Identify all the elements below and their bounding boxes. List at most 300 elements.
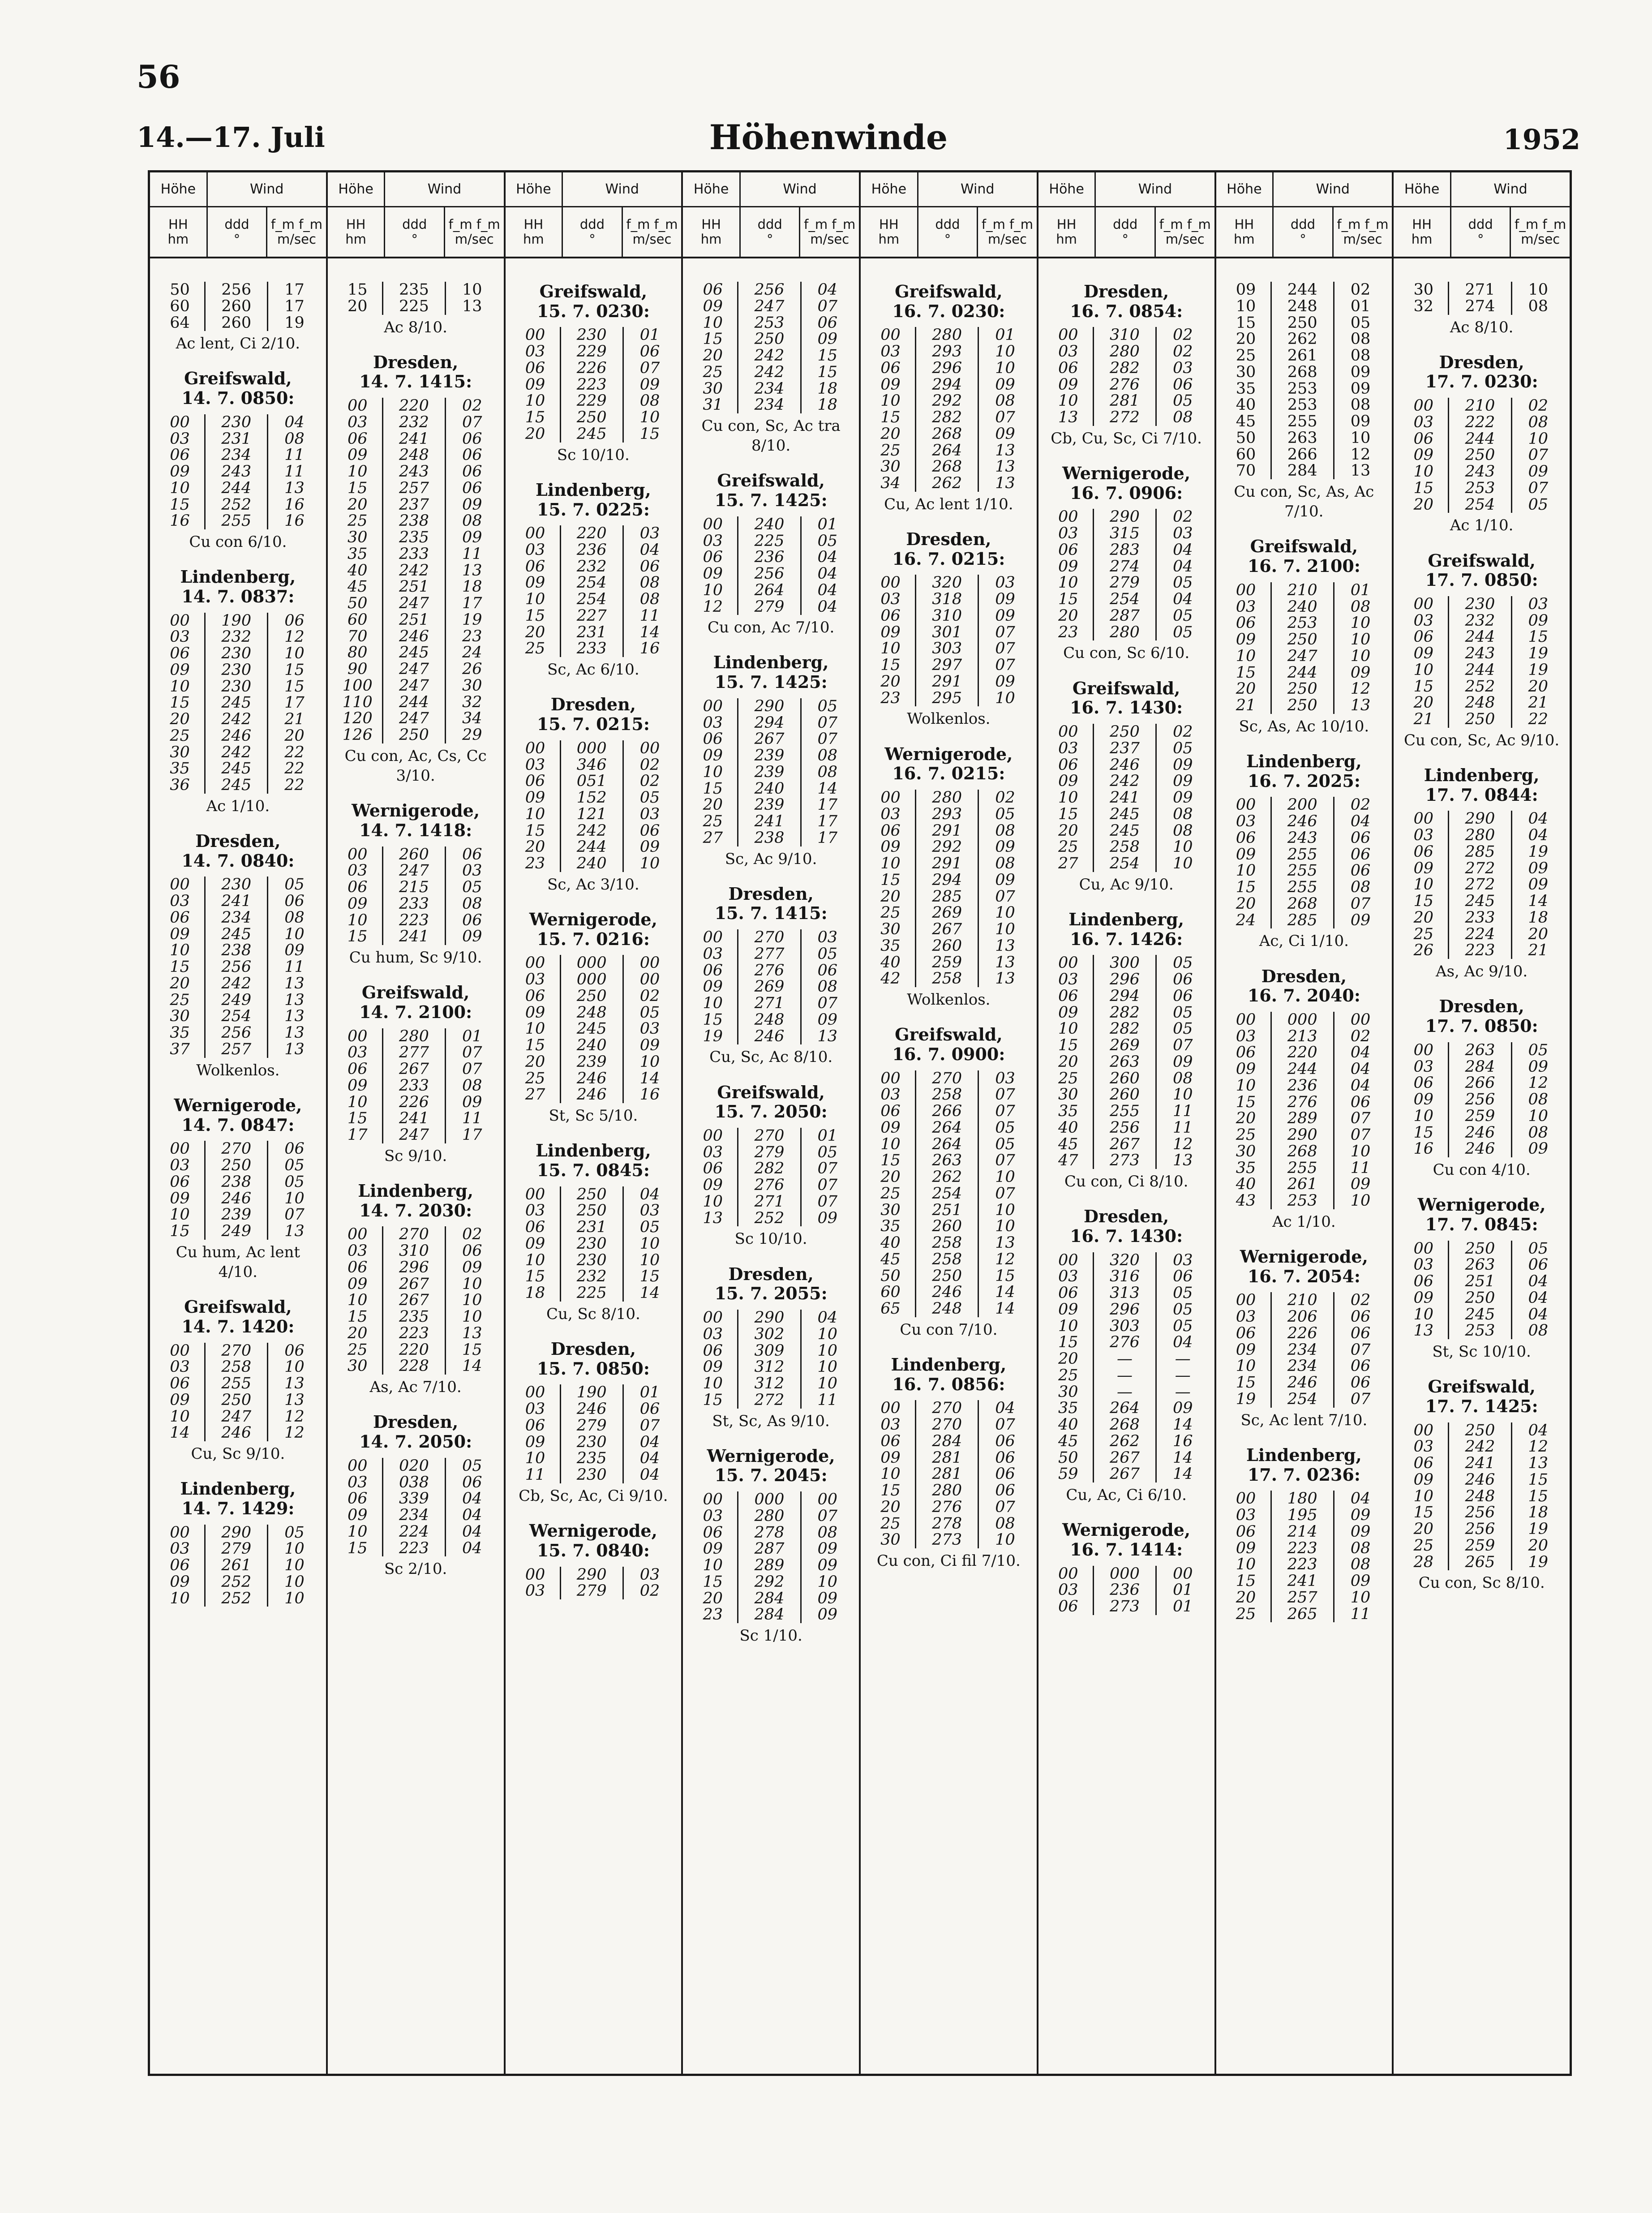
height-cell: 47 bbox=[1058, 1152, 1078, 1170]
table-row bbox=[333, 1044, 498, 1061]
speed-cell: 15 bbox=[817, 347, 838, 365]
speed-cell: 06 bbox=[1350, 1357, 1371, 1375]
speed-cell: 10 bbox=[284, 1589, 305, 1607]
table-row bbox=[1222, 1028, 1387, 1045]
speed-cell: 09 bbox=[1350, 379, 1371, 398]
speed-cell: 07 bbox=[462, 1060, 482, 1079]
table-row bbox=[1222, 648, 1387, 665]
direction-cell: 260 bbox=[1093, 1070, 1156, 1087]
direction-cell: 281 bbox=[916, 1466, 978, 1482]
height-cell: 00 bbox=[1236, 1010, 1256, 1029]
speed-cell: 09 bbox=[1350, 1572, 1371, 1590]
speed-cell: 01 bbox=[1350, 581, 1371, 599]
cloud-note: Ac, Ci 1/10. bbox=[1259, 932, 1349, 950]
table-row bbox=[155, 315, 321, 331]
speed-cell: 08 bbox=[1350, 1539, 1371, 1557]
height-cell: 26 bbox=[1413, 941, 1434, 960]
speed-cell: 19 bbox=[1528, 1520, 1549, 1538]
speed-cell: 19 bbox=[284, 314, 305, 332]
speed-cell: 01 bbox=[817, 1126, 838, 1145]
height-cell: 06 bbox=[525, 359, 545, 377]
cloud-note: Ac 8/10. bbox=[384, 318, 447, 336]
table-row bbox=[688, 1160, 854, 1177]
table-row bbox=[333, 1309, 498, 1325]
direction-cell: 250 bbox=[1449, 1290, 1511, 1306]
height-cell: 15 bbox=[525, 1036, 545, 1055]
column-body bbox=[506, 258, 682, 1599]
direction-cell: 238 bbox=[205, 942, 268, 959]
height-cell: 03 bbox=[525, 1582, 545, 1600]
height-cell: 06 bbox=[170, 908, 190, 927]
speed-cell: 07 bbox=[995, 1416, 1015, 1434]
table-row bbox=[155, 1025, 321, 1041]
height-cell: 15 bbox=[348, 1539, 368, 1557]
height-cell: 10 bbox=[170, 941, 190, 960]
direction-cell: 243 bbox=[1449, 464, 1511, 480]
observation-table bbox=[1222, 582, 1387, 714]
speed-cell: 09 bbox=[639, 838, 660, 856]
direction-cell: 255 bbox=[1093, 1103, 1156, 1120]
table-row bbox=[333, 497, 498, 513]
table-row bbox=[1222, 348, 1387, 364]
cloud-note: Cb, Cu, Sc, Ci 7/10. bbox=[1051, 429, 1202, 447]
table-row bbox=[1222, 665, 1387, 681]
table-row bbox=[1222, 331, 1387, 348]
station-name: Dresden, bbox=[373, 352, 459, 372]
speed-cell: 00 bbox=[639, 971, 660, 989]
height-cell: 00 bbox=[525, 326, 545, 344]
speed-cell: 09 bbox=[639, 1036, 660, 1055]
height-cell: 09 bbox=[703, 1176, 723, 1195]
height-cell: 09 bbox=[1413, 1289, 1434, 1307]
direction-cell: 254 bbox=[560, 591, 623, 608]
header-ddd bbox=[1451, 207, 1510, 257]
speed-cell: 07 bbox=[995, 1152, 1015, 1170]
table-row bbox=[333, 513, 498, 529]
direction-cell: 000 bbox=[560, 955, 623, 971]
speed-cell: 05 bbox=[1172, 1300, 1193, 1319]
direction-cell: 213 bbox=[1271, 1028, 1334, 1045]
direction-cell: 250 bbox=[560, 1186, 623, 1203]
speed-cell: 04 bbox=[817, 597, 838, 616]
table-row bbox=[333, 1358, 498, 1375]
height-cell: 20 bbox=[703, 1589, 723, 1607]
direction-cell: 270 bbox=[916, 1417, 978, 1433]
table-row bbox=[688, 397, 854, 413]
speed-cell: 14 bbox=[995, 1300, 1015, 1318]
speed-cell: 13 bbox=[462, 561, 482, 580]
height-cell: 31 bbox=[703, 396, 723, 414]
direction-cell: 241 bbox=[382, 1110, 445, 1127]
speed-cell: 02 bbox=[639, 756, 660, 774]
height-cell: 00 bbox=[170, 1140, 190, 1158]
speed-cell: 09 bbox=[1528, 1057, 1549, 1076]
direction-cell: 249 bbox=[205, 992, 268, 1009]
direction-cell: 250 bbox=[1093, 724, 1156, 740]
table-row bbox=[688, 1574, 854, 1590]
cloud-note: Cu con, Sc 8/10. bbox=[1418, 1574, 1545, 1592]
table-row bbox=[1399, 1091, 1564, 1108]
direction-cell: 239 bbox=[205, 1207, 268, 1223]
height-cell: 15 bbox=[1236, 1572, 1256, 1590]
height-cell: 00 bbox=[1058, 954, 1078, 972]
header-wind-label: Wind bbox=[1096, 172, 1214, 207]
table-row bbox=[155, 480, 321, 497]
height-cell: 09 bbox=[1236, 845, 1256, 864]
table-row bbox=[688, 979, 854, 995]
direction-cell: 296 bbox=[382, 1259, 445, 1276]
direction-cell: 280 bbox=[916, 327, 978, 344]
table-row bbox=[1222, 1094, 1387, 1111]
direction-cell: 282 bbox=[1093, 1021, 1156, 1037]
header-fm bbox=[622, 207, 682, 257]
header-hm-label: hm bbox=[523, 232, 544, 247]
table-row bbox=[688, 599, 854, 615]
direction-cell: 232 bbox=[560, 559, 623, 575]
height-cell: 06 bbox=[1058, 987, 1078, 1005]
station-heading bbox=[333, 1412, 498, 1451]
table-row bbox=[333, 1061, 498, 1078]
direction-cell: 237 bbox=[382, 497, 445, 513]
table-column bbox=[861, 172, 1038, 2074]
speed-cell: 06 bbox=[995, 1448, 1015, 1467]
height-cell: 03 bbox=[880, 1416, 901, 1434]
direction-cell: 276 bbox=[738, 963, 801, 979]
speed-cell: 08 bbox=[1350, 1556, 1371, 1574]
direction-cell: 279 bbox=[560, 1583, 623, 1599]
table-row bbox=[155, 645, 321, 662]
direction-cell: 264 bbox=[1093, 1400, 1156, 1417]
observation-table bbox=[866, 575, 1031, 706]
speed-cell: 10 bbox=[1172, 855, 1193, 872]
station-date-time: 16. 7. 1426: bbox=[1070, 928, 1183, 949]
height-cell: 23 bbox=[703, 1606, 723, 1624]
station-name: Greifswald, bbox=[1072, 678, 1180, 698]
table-row bbox=[688, 1144, 854, 1161]
height-cell: 09 bbox=[525, 1234, 545, 1253]
direction-cell: 269 bbox=[1093, 1037, 1156, 1054]
direction-cell: 273 bbox=[916, 1532, 978, 1548]
table-row bbox=[155, 942, 321, 959]
height-cell: 06 bbox=[1236, 1324, 1256, 1342]
speed-cell: 12 bbox=[284, 1424, 305, 1442]
table-row bbox=[155, 1157, 321, 1174]
direction-cell: 235 bbox=[382, 529, 445, 546]
table-row bbox=[866, 674, 1031, 690]
header-deg-label: ° bbox=[1122, 232, 1129, 247]
header-ddd-label: ddd bbox=[402, 216, 427, 232]
height-cell: 06 bbox=[1413, 1454, 1434, 1473]
direction-cell: 241 bbox=[1093, 790, 1156, 806]
column-body bbox=[328, 258, 504, 1579]
table-row bbox=[333, 710, 498, 727]
table-row bbox=[155, 679, 321, 695]
observation-table bbox=[1044, 955, 1209, 1169]
direction-cell: 253 bbox=[1449, 480, 1511, 497]
station-heading bbox=[1044, 910, 1209, 949]
direction-cell: 282 bbox=[1093, 360, 1156, 377]
table-row bbox=[1044, 509, 1209, 525]
height-cell: 35 bbox=[1236, 379, 1256, 398]
speed-cell: 09 bbox=[817, 1589, 838, 1607]
table-row bbox=[1044, 1005, 1209, 1021]
height-cell: 35 bbox=[880, 1217, 901, 1236]
height-cell: 10 bbox=[1236, 647, 1256, 665]
table-row bbox=[866, 855, 1031, 872]
height-cell: 60 bbox=[880, 1283, 901, 1302]
speed-cell: 00 bbox=[817, 1491, 838, 1509]
direction-cell: 290 bbox=[738, 698, 801, 715]
height-cell: 09 bbox=[1058, 557, 1078, 576]
direction-cell: 245 bbox=[382, 645, 445, 661]
table-row bbox=[866, 1169, 1031, 1186]
direction-cell: 253 bbox=[1271, 615, 1334, 632]
direction-cell: 269 bbox=[738, 979, 801, 995]
direction-cell: 252 bbox=[738, 1210, 801, 1227]
direction-cell: 180 bbox=[1271, 1491, 1334, 1507]
height-cell: 20 bbox=[525, 838, 545, 856]
speed-cell: 08 bbox=[462, 512, 482, 530]
height-cell: 00 bbox=[348, 1225, 368, 1244]
direction-cell: 251 bbox=[382, 612, 445, 628]
speed-cell: 08 bbox=[995, 855, 1015, 872]
speed-cell: 06 bbox=[1350, 1093, 1371, 1111]
direction-cell: 302 bbox=[738, 1326, 801, 1343]
direction-cell: 294 bbox=[1093, 988, 1156, 1005]
height-cell: 03 bbox=[525, 1202, 545, 1220]
direction-cell: — bbox=[1093, 1351, 1156, 1367]
height-cell: 09 bbox=[348, 1275, 368, 1293]
height-cell: 10 bbox=[1413, 1107, 1434, 1125]
height-cell: 03 bbox=[525, 541, 545, 559]
direction-cell: 223 bbox=[1271, 1540, 1334, 1557]
speed-cell: 13 bbox=[462, 297, 482, 315]
speed-cell: 02 bbox=[1172, 723, 1193, 741]
table-row bbox=[866, 344, 1031, 360]
height-cell: 59 bbox=[1058, 1465, 1078, 1483]
speed-cell: 10 bbox=[995, 1201, 1015, 1219]
height-cell: 15 bbox=[170, 694, 190, 712]
table-row bbox=[1222, 1127, 1387, 1143]
column-body bbox=[1038, 258, 1214, 1615]
speed-cell: 15 bbox=[284, 661, 305, 679]
table-row bbox=[511, 1219, 676, 1236]
table-row bbox=[1399, 844, 1564, 860]
station-name: Greifswald, bbox=[1428, 1376, 1536, 1397]
direction-cell: 247 bbox=[382, 863, 445, 879]
direction-cell: 316 bbox=[1093, 1268, 1156, 1285]
direction-cell: 247 bbox=[205, 1409, 268, 1425]
speed-cell: 08 bbox=[1528, 297, 1549, 315]
station-heading bbox=[688, 1264, 854, 1303]
speed-cell: 05 bbox=[284, 1173, 305, 1191]
speed-cell: 17 bbox=[817, 829, 838, 847]
column-body bbox=[861, 258, 1037, 1571]
speed-cell: 07 bbox=[1350, 1126, 1371, 1144]
height-cell: 00 bbox=[703, 1126, 723, 1145]
direction-cell: 267 bbox=[916, 921, 978, 938]
header-wind bbox=[563, 172, 681, 257]
table-row bbox=[1399, 1141, 1564, 1157]
direction-cell: 232 bbox=[205, 629, 268, 645]
speed-cell: 09 bbox=[1528, 1140, 1549, 1158]
table-row bbox=[155, 431, 321, 447]
speed-cell: 11 bbox=[1172, 1102, 1193, 1121]
direction-cell: 276 bbox=[916, 1499, 978, 1516]
speed-cell: 04 bbox=[462, 1539, 482, 1557]
station-name: Dresden, bbox=[373, 1412, 459, 1432]
table-row bbox=[1399, 1488, 1564, 1505]
direction-cell: 269 bbox=[916, 905, 978, 921]
speed-cell: 13 bbox=[995, 953, 1015, 971]
table-row bbox=[866, 1400, 1031, 1417]
table-row bbox=[1399, 447, 1564, 464]
direction-cell: 234 bbox=[1271, 1358, 1334, 1375]
direction-cell: 252 bbox=[1449, 679, 1511, 695]
table-row bbox=[688, 1541, 854, 1557]
table-row bbox=[1399, 942, 1564, 959]
header-deg-label: ° bbox=[411, 232, 418, 247]
direction-cell: 247 bbox=[382, 661, 445, 678]
speed-cell: 03 bbox=[817, 928, 838, 947]
station-date-time: 16. 7. 2025: bbox=[1247, 770, 1360, 791]
speed-cell: 11 bbox=[1172, 1118, 1193, 1137]
height-cell: 03 bbox=[348, 862, 368, 880]
cloud-note: Sc, Ac 3/10. bbox=[547, 875, 639, 894]
speed-cell: 10 bbox=[462, 1291, 482, 1310]
direction-cell: 244 bbox=[1449, 629, 1511, 645]
height-cell: 50 bbox=[880, 1267, 901, 1285]
direction-cell: 290 bbox=[205, 1525, 268, 1541]
speed-cell: 05 bbox=[1172, 1284, 1193, 1302]
speed-cell: 10 bbox=[284, 1189, 305, 1207]
direction-cell: 220 bbox=[560, 525, 623, 542]
station-name: Dresden, bbox=[550, 694, 636, 715]
height-cell: 30 bbox=[348, 529, 368, 547]
observation-table bbox=[866, 1400, 1031, 1548]
direction-cell: 200 bbox=[1271, 797, 1334, 813]
table-row bbox=[688, 1128, 854, 1144]
direction-cell: 270 bbox=[916, 1400, 978, 1417]
table-row bbox=[1222, 381, 1387, 397]
header-msec-label: m/sec bbox=[1521, 232, 1560, 247]
direction-cell: 244 bbox=[1271, 1061, 1334, 1078]
table-row bbox=[155, 497, 321, 513]
station-date-time: 14. 7. 0847: bbox=[181, 1114, 295, 1135]
direction-cell: 255 bbox=[205, 513, 268, 529]
column-header bbox=[1394, 172, 1570, 258]
direction-cell: 245 bbox=[1093, 823, 1156, 839]
direction-cell: 210 bbox=[1271, 582, 1334, 599]
height-cell: 15 bbox=[880, 656, 901, 675]
speed-cell: 07 bbox=[995, 656, 1015, 675]
height-cell: 35 bbox=[1236, 1159, 1256, 1177]
height-cell: 06 bbox=[1058, 541, 1078, 559]
direction-cell: 223 bbox=[382, 1325, 445, 1342]
cloud-note: Sc 1/10. bbox=[739, 1627, 802, 1645]
speed-cell: 05 bbox=[1172, 606, 1193, 625]
table-row bbox=[866, 1218, 1031, 1235]
height-cell: 03 bbox=[703, 1143, 723, 1161]
table-row bbox=[1044, 409, 1209, 426]
height-cell: 60 bbox=[348, 610, 368, 629]
speed-cell: 09 bbox=[817, 1010, 838, 1029]
speed-cell: 05 bbox=[1172, 392, 1193, 410]
date-range: 14.—17. Juli bbox=[137, 121, 325, 154]
speed-cell: 06 bbox=[1350, 829, 1371, 847]
speed-cell: 09 bbox=[995, 672, 1015, 691]
table-row bbox=[155, 959, 321, 975]
direction-cell: 246 bbox=[1449, 1125, 1511, 1141]
height-cell: 06 bbox=[1058, 1598, 1078, 1616]
speed-cell: 19 bbox=[1528, 645, 1549, 663]
station-name: Wernigerode, bbox=[1417, 1195, 1546, 1215]
table-row bbox=[155, 1590, 321, 1607]
speed-cell: 05 bbox=[1172, 623, 1193, 641]
table-row bbox=[866, 971, 1031, 987]
speed-cell: 02 bbox=[995, 789, 1015, 807]
direction-cell: 242 bbox=[738, 364, 801, 381]
table-row bbox=[866, 938, 1031, 954]
direction-cell: 244 bbox=[1271, 665, 1334, 681]
height-cell: 09 bbox=[170, 463, 190, 481]
table-row bbox=[511, 426, 676, 443]
column-header bbox=[861, 172, 1037, 258]
station-date-time: 14. 7. 1429: bbox=[181, 1498, 295, 1518]
table-row bbox=[866, 459, 1031, 475]
table-row bbox=[1399, 613, 1564, 629]
table-row bbox=[155, 1174, 321, 1190]
table-row bbox=[1222, 1590, 1387, 1606]
table-row bbox=[688, 1525, 854, 1541]
direction-cell: 264 bbox=[916, 443, 978, 459]
direction-cell: 190 bbox=[560, 1384, 623, 1401]
direction-cell: 260 bbox=[916, 1218, 978, 1235]
direction-cell: 259 bbox=[1449, 1108, 1511, 1125]
direction-cell: 245 bbox=[205, 695, 268, 711]
direction-cell: 242 bbox=[382, 563, 445, 579]
header-wind-label: Wind bbox=[1451, 172, 1570, 207]
speed-cell: 06 bbox=[462, 479, 482, 497]
speed-cell: 04 bbox=[1350, 1490, 1371, 1508]
station-date-time: 17. 7. 0850: bbox=[1425, 570, 1538, 590]
table-row bbox=[155, 1557, 321, 1574]
station-date-time: 16. 7. 1414: bbox=[1070, 1539, 1183, 1560]
speed-cell: 19 bbox=[1528, 661, 1549, 679]
header-wind-sub bbox=[208, 207, 326, 257]
speed-cell: 11 bbox=[639, 606, 660, 625]
height-cell: 10 bbox=[525, 805, 545, 823]
direction-cell: 230 bbox=[1449, 596, 1511, 613]
speed-cell: 14 bbox=[639, 1069, 660, 1087]
cloud-note: Sc 2/10. bbox=[384, 1560, 447, 1578]
speed-cell: 02 bbox=[1350, 281, 1371, 299]
observation-table bbox=[155, 1525, 321, 1607]
table-row bbox=[155, 1343, 321, 1359]
direction-cell: 282 bbox=[1093, 1005, 1156, 1021]
station-date-time: 16. 7. 0215: bbox=[892, 763, 1005, 784]
height-cell: 09 bbox=[880, 375, 901, 394]
direction-cell: 296 bbox=[1093, 971, 1156, 988]
station-heading bbox=[511, 695, 676, 734]
cloud-note: Ac 1/10. bbox=[206, 797, 270, 815]
speed-cell: 05 bbox=[639, 1003, 660, 1022]
speed-cell: 08 bbox=[1172, 1069, 1193, 1087]
header-hohe-label: Höhe bbox=[683, 172, 739, 207]
cloud-note: Cu con, Sc, Ac 9/10. bbox=[1403, 731, 1560, 749]
height-cell: 00 bbox=[525, 1185, 545, 1203]
header-fm bbox=[799, 207, 859, 257]
